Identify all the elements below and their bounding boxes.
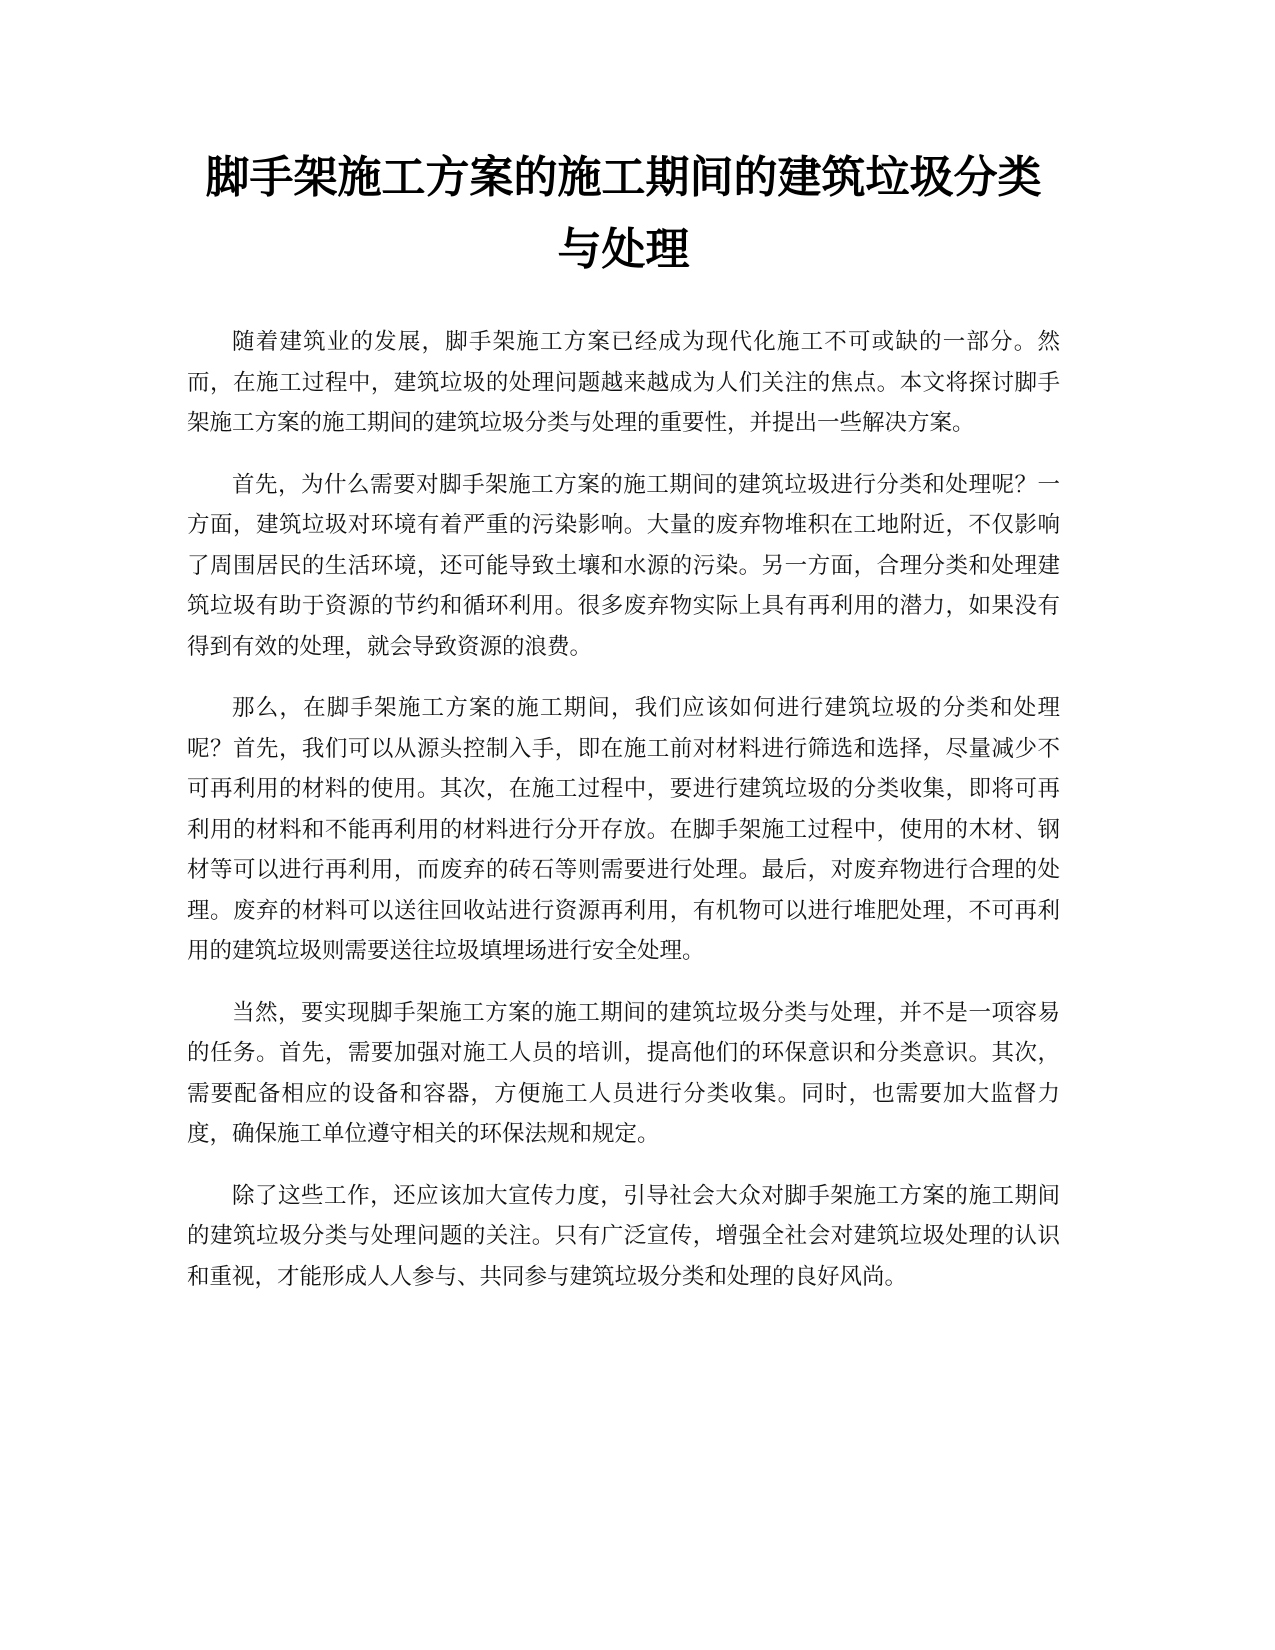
paragraph: 当然，要实现脚手架施工方案的施工期间的建筑垃圾分类与处理，并不是一项容易的任务。首先，需要加强对施工人员的培训，提高他们的环保意识和分类意识。其次，需要配备相应的设备和容器，方便施工人员进行分类收集。同时，也需要加大监督力度，确保施工单位遵守相关的环保法规和规定。	[187, 999, 1060, 1147]
document-title	[187, 142, 1060, 286]
document-body	[187, 322, 1060, 1297]
title-line: 脚手架施工方案的施工期间的建筑垃圾分类	[205, 152, 1042, 203]
paragraph: 随着建筑业的发展，脚手架施工方案已经成为现代化施工不可或缺的一部分。然而，在施工过程中，建筑垃圾的处理问题越来越成为人们关注的焦点。本文将探讨脚手架施工方案的施工期间的建筑垃圾分类与处理的重要性，并提出一些解决方案。	[187, 329, 1060, 436]
paragraph: 首先，为什么需要对脚手架施工方案的施工期间的建筑垃圾进行分类和处理呢？一方面，建筑垃圾对环境有着严重的污染影响。大量的废弃物堆积在工地附近，不仅影响了周围居民的生活环境，还可能导致土壤和水源的污染。另一方面，合理分类和处理建筑垃圾有助于资源的节约和循环利用。很多废弃物实际上具有再利用的潜力，如果没有得到有效的处理，就会导致资源的浪费。	[187, 471, 1060, 660]
paragraph: 除了这些工作，还应该加大宣传力度，引导社会大众对脚手架施工方案的施工期间的建筑垃圾分类与处理问题的关注。只有广泛宣传，增强全社会对建筑垃圾处理的认识和重视，才能形成人人参与、共同参与建筑垃圾分类和处理的良好风尚。	[187, 1182, 1060, 1290]
title-line: 与处理	[557, 224, 690, 275]
paragraph: 那么，在脚手架施工方案的施工期间，我们应该如何进行建筑垃圾的分类和处理呢？首先，我们可以从源头控制入手，即在施工前对材料进行筛选和选择，尽量减少不可再利用的材料的使用。其次，在施工过程中，要进行建筑垃圾的分类收集，即将可再利用的材料和不能再利用的材料进行分开存放。在脚手架施工过程中，使用的木材、钢材等可以进行再利用，而废弃的砖石等则需要进行处理。最后，对废弃物进行合理的处理。废弃的材料可以送往回收站进行资源再利用，有机物可以进行堆肥处理，不可再利用的建筑垃圾则需要送往垃圾填埋场进行安全处理。	[187, 695, 1060, 964]
